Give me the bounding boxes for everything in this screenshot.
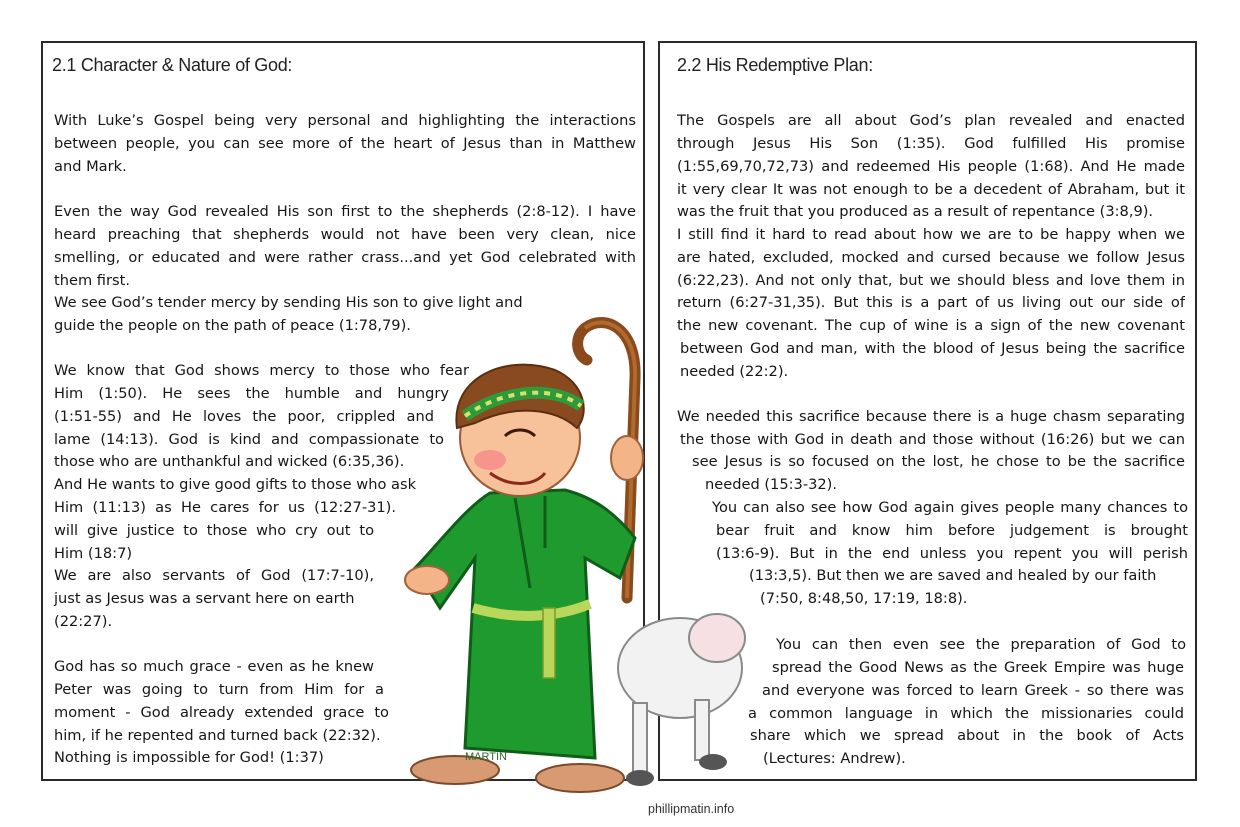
right-body-text-line: We needed this sacrifice because there is a huge chasm separating (677, 408, 1185, 425)
left-body-text-line: just as Jesus was a servant here on earth (54, 590, 355, 607)
left-body-text-line: We know that God shows mercy to those who fear (54, 362, 469, 379)
right-body-text-line: needed (22:2). (680, 363, 789, 380)
right-body-text-line: I still find it hard to read about how we are to be happy when we (677, 226, 1185, 243)
left-body-text-line: And He wants to give good gifts to those who ask (54, 476, 417, 493)
right-body-text-line: the new covenant. The cup of wine is a sign of the new covenant (677, 317, 1185, 334)
right-body-text-line: are hated, excluded, mocked and cursed because we follow Jesus (677, 249, 1185, 266)
right-body-text-line: You can then even see the preparation of God to (776, 636, 1186, 653)
left-body-text-line: Nothing is impossible for God! (1:37) (54, 749, 324, 766)
right-body-text-line: (7:50, 8:48,50, 17:19, 18:8). (760, 590, 968, 607)
left-body-text-line: between people, you can see more of the heart of Jesus than in Matthew (54, 135, 636, 152)
right-body-text-line: share which we spread about in the book of Acts (750, 727, 1184, 744)
left-body-text-line: smelling, or educated and were rather crass...and yet God celebrated with (54, 249, 636, 266)
right-body-text-line: the those with God in death and those without (16:26) but we can (680, 431, 1185, 448)
right-body-text-line: through Jesus His Son (1:35). God fulfilled His promise (677, 135, 1185, 152)
right-body-text-line: a common language in which the missionaries could (748, 705, 1184, 722)
right-body-text-line: (1:55,69,70,72,73) and redeemed His people (1:68). And He made (677, 158, 1185, 175)
right-body-text-line: see Jesus is so focused on the lost, he chose to be the sacrifice (692, 453, 1185, 470)
right-body-text-line: between God and man, with the blood of Jesus being the sacrifice (680, 340, 1185, 357)
shepherd-boy-illustration (395, 308, 755, 798)
left-body-text-line: moment - God already extended grace to (54, 704, 389, 721)
right-body-text-line: You can also see how God again gives people many chances to (712, 499, 1188, 516)
left-body-text-line: Him (11:13) as He cares for us (12:27-31). (54, 499, 396, 516)
right-body-text-line: return (6:27-31,35). But this is a part of us living out our side of (677, 294, 1185, 311)
left-body-text-line: heard preaching that shepherds would not have been very clean, nice (54, 226, 636, 243)
left-body-text-line: Him (1:50). He sees the humble and hungry (54, 385, 449, 402)
section-heading-redemptive-plan: 2.2 His Redemptive Plan: (677, 55, 873, 75)
left-body-text-line: We see God’s tender mercy by sending His son to give light and (54, 294, 523, 311)
left-body-text-line: (1:51-55) and He loves the poor, crippled and (54, 408, 434, 425)
left-body-text-line: With Luke’s Gospel being very personal and highlighting the interactions (54, 112, 636, 129)
right-body-text-line: (Lectures: Andrew). (763, 750, 906, 767)
left-body-text-line: will give justice to those who cry out to (54, 522, 374, 539)
right-body-text-line: bear fruit and know him before judgement is brought (716, 522, 1188, 539)
left-body-text-line: God has so much grace - even as he knew (54, 658, 374, 675)
left-body-text-line: lame (14:13). God is kind and compassionate to (54, 431, 444, 448)
left-body-text-line: We are also servants of God (17:7-10), (54, 567, 374, 584)
left-body-text-line: them first. (54, 272, 130, 289)
section-heading-character-nature: 2.1 Character & Nature of God: (52, 55, 293, 75)
right-body-text-line: (13:3,5). But then we are saved and healed by our faith (749, 567, 1157, 584)
left-body-text-line: (22:27). (54, 613, 113, 630)
right-body-text-line: and everyone was forced to learn Greek - so there was (762, 682, 1184, 699)
left-body-text-line: him, if he repented and turned back (22:32). (54, 727, 381, 744)
left-body-text-line: Him (18:7) (54, 545, 133, 562)
footer-credit: phillipmatin.info (648, 802, 735, 816)
left-body-text-line: Peter was going to turn from Him for a (54, 681, 384, 698)
left-body-text-line: guide the people on the path of peace (1:78,79). (54, 317, 411, 334)
right-body-text-line: The Gospels are all about God’s plan revealed and enacted (677, 112, 1185, 129)
right-body-text-line: (13:6-9). But in the end unless you repent you will perish (716, 545, 1188, 562)
left-body-text-line: and Mark. (54, 158, 127, 175)
artist-signature: MARTIN (465, 751, 507, 763)
right-body-text-line: (6:22,23). And not only that, but we should bless and love them in (677, 272, 1185, 289)
right-body-text-line: was the fruit that you produced as a result of repentance (3:8,9). (677, 203, 1154, 220)
left-body-text-line: Even the way God revealed His son first to the shepherds (2:8-12). I have (54, 203, 636, 220)
green-robe (415, 490, 635, 758)
right-body-text-line: needed (15:3-32). (705, 476, 837, 493)
right-body-text-line: it very clear It was not enough to be a decedent of Abraham, but it (677, 181, 1185, 198)
right-body-text-line: spread the Good News as the Greek Empire was huge (772, 659, 1184, 676)
left-body-text-line: those who are unthankful and wicked (6:35,36). (54, 453, 405, 470)
